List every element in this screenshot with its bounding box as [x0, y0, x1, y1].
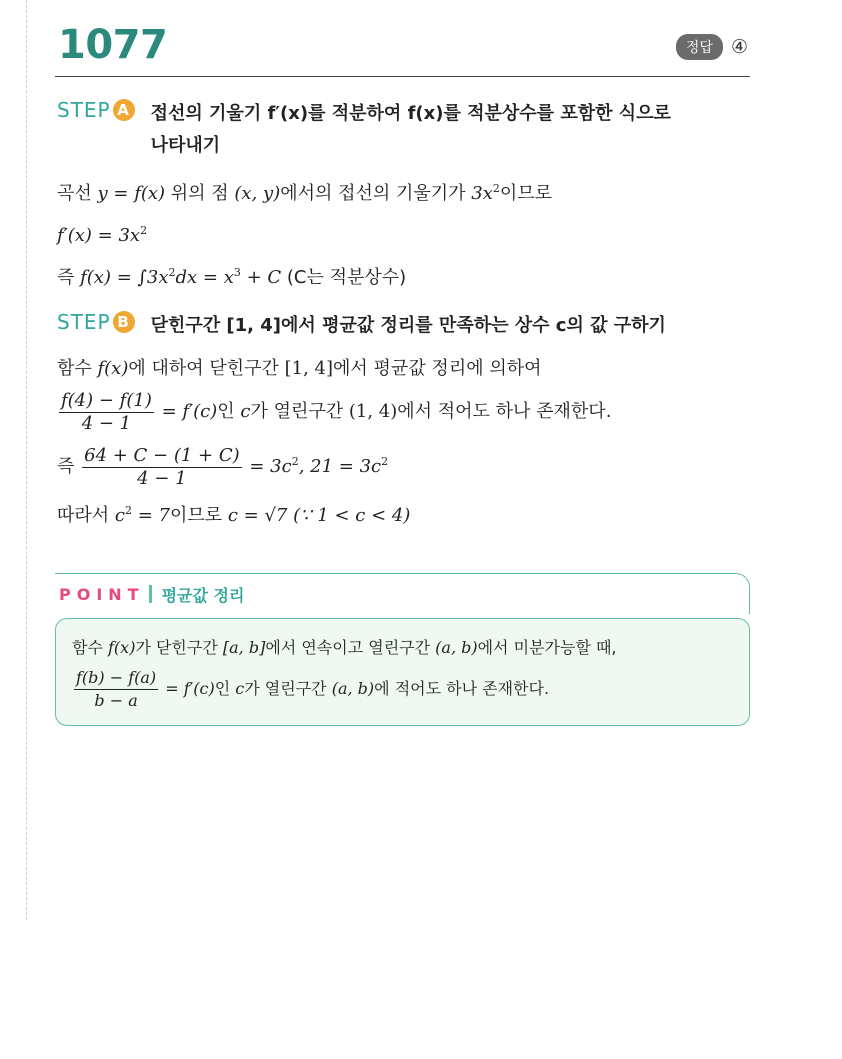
text: 에서 평균값 정리에 의하여 [333, 358, 542, 379]
text: 가 닫힌구간 [135, 638, 223, 657]
numerator: f(4) − f(1) [61, 389, 152, 411]
exp: 2 [291, 455, 299, 468]
text: 따라서 [57, 505, 115, 526]
math: y = f(x) [97, 183, 166, 204]
text: 에 적어도 하나 존재한다. [374, 679, 550, 698]
point-line2 [72, 667, 733, 712]
text: 에서 연속이고 열린구간 [265, 638, 436, 657]
step-a-badge: A [113, 99, 135, 121]
denominator: 4 − 1 [137, 467, 187, 489]
point-word: POINT [59, 584, 145, 604]
answer-value: ④ [730, 36, 748, 58]
text: 에서의 접선의 기울기가 [280, 183, 472, 204]
exp: 2 [381, 455, 389, 468]
text: 이므로 [169, 505, 228, 526]
line-a3 [57, 254, 752, 296]
text: 에 대하여 닫힌구간 [128, 358, 285, 379]
exp: 2 [492, 182, 500, 195]
math: = 7 [131, 505, 170, 526]
math: f′(x) = 3x [57, 225, 141, 246]
math: (1, 4) [348, 401, 398, 422]
math: + C [240, 267, 287, 288]
step-a-label [57, 98, 135, 122]
denominator: 4 − 1 [81, 412, 132, 434]
denominator: b − a [94, 691, 138, 710]
solution-content [57, 98, 752, 534]
margin-line [26, 0, 27, 920]
step-a-title-line2: 나타내기 [150, 135, 221, 156]
step-b-label [57, 310, 135, 334]
line-a1 [57, 170, 752, 212]
math: = f′(c) [160, 679, 215, 698]
point-box [55, 573, 750, 726]
math: c = √7 [227, 505, 288, 526]
step-b [57, 310, 752, 342]
line-a2 [57, 212, 752, 254]
fraction [82, 445, 242, 490]
math: 3x [471, 183, 493, 204]
line-b1 [57, 350, 752, 387]
fraction [59, 390, 154, 435]
line-b4 [57, 492, 752, 534]
math: f(x) = ∫3x [80, 267, 169, 288]
point-body [55, 618, 750, 726]
math: (x, y) [234, 183, 281, 204]
step-b-title: 닫힌구간 [1, 4]에서 평균값 정리를 만족하는 상수 c의 값 구하기 [150, 315, 666, 336]
text: 가 열린구간 [244, 679, 332, 698]
math: c [240, 401, 251, 422]
math: (∵ 1 < c < 4) [287, 505, 411, 526]
math: (a, b) [435, 638, 478, 657]
step-a-title [151, 98, 671, 162]
exp: 2 [168, 266, 176, 279]
math: , 21 = 3c [298, 456, 382, 477]
point-line1 [72, 629, 733, 667]
point-header [55, 573, 750, 614]
math: f(x) [97, 358, 129, 379]
numerator: f(b) − f(a) [74, 667, 158, 690]
text: 이므로 [499, 183, 553, 204]
text: 가 열린구간 [250, 401, 349, 422]
text: 위의 점 [165, 183, 235, 204]
problem-number: 1077 [58, 22, 168, 68]
step-b-badge: B [113, 311, 135, 333]
math: dx = x [175, 267, 234, 288]
math: (a, b) [331, 679, 375, 698]
text: 곡선 [57, 183, 98, 204]
math: f(x) [108, 638, 136, 657]
text: 에서 적어도 하나 존재한다. [397, 401, 612, 422]
answer-label: 정답 [676, 34, 723, 60]
text: 인 [214, 679, 236, 698]
text: 즉 [57, 456, 81, 477]
answer-box [676, 34, 748, 60]
text: 인 [217, 401, 241, 422]
numerator: 64 + C − (1 + C) [84, 444, 240, 466]
exp: 3 [233, 266, 241, 279]
math: = f′(c) [155, 401, 218, 422]
math: [a, b] [222, 638, 266, 657]
text: 에서 미분가능할 때, [477, 638, 617, 657]
math: = 3c [243, 456, 292, 477]
step-a [57, 98, 752, 162]
step-a-title-line1: 접선의 기울기 f′(x)를 적분하여 f(x)를 적분상수를 포함한 식으로 [150, 103, 671, 124]
text: 즉 [57, 267, 81, 288]
exp: 2 [140, 224, 148, 237]
point-divider [149, 585, 152, 603]
exp: 2 [124, 504, 132, 517]
math: c [114, 505, 125, 526]
text: 함수 [57, 358, 98, 379]
line-b2 [57, 387, 752, 437]
step-a-word: STEP [57, 98, 111, 122]
line-b3 [57, 437, 752, 492]
point-title: 평균값 정리 [161, 585, 245, 605]
problem-header [55, 14, 750, 77]
math: c [235, 679, 245, 698]
text: (C는 적분상수) [286, 267, 407, 288]
math: [1, 4] [284, 358, 334, 379]
step-b-word: STEP [57, 310, 111, 334]
fraction [74, 667, 158, 712]
text: 함수 [72, 638, 108, 657]
